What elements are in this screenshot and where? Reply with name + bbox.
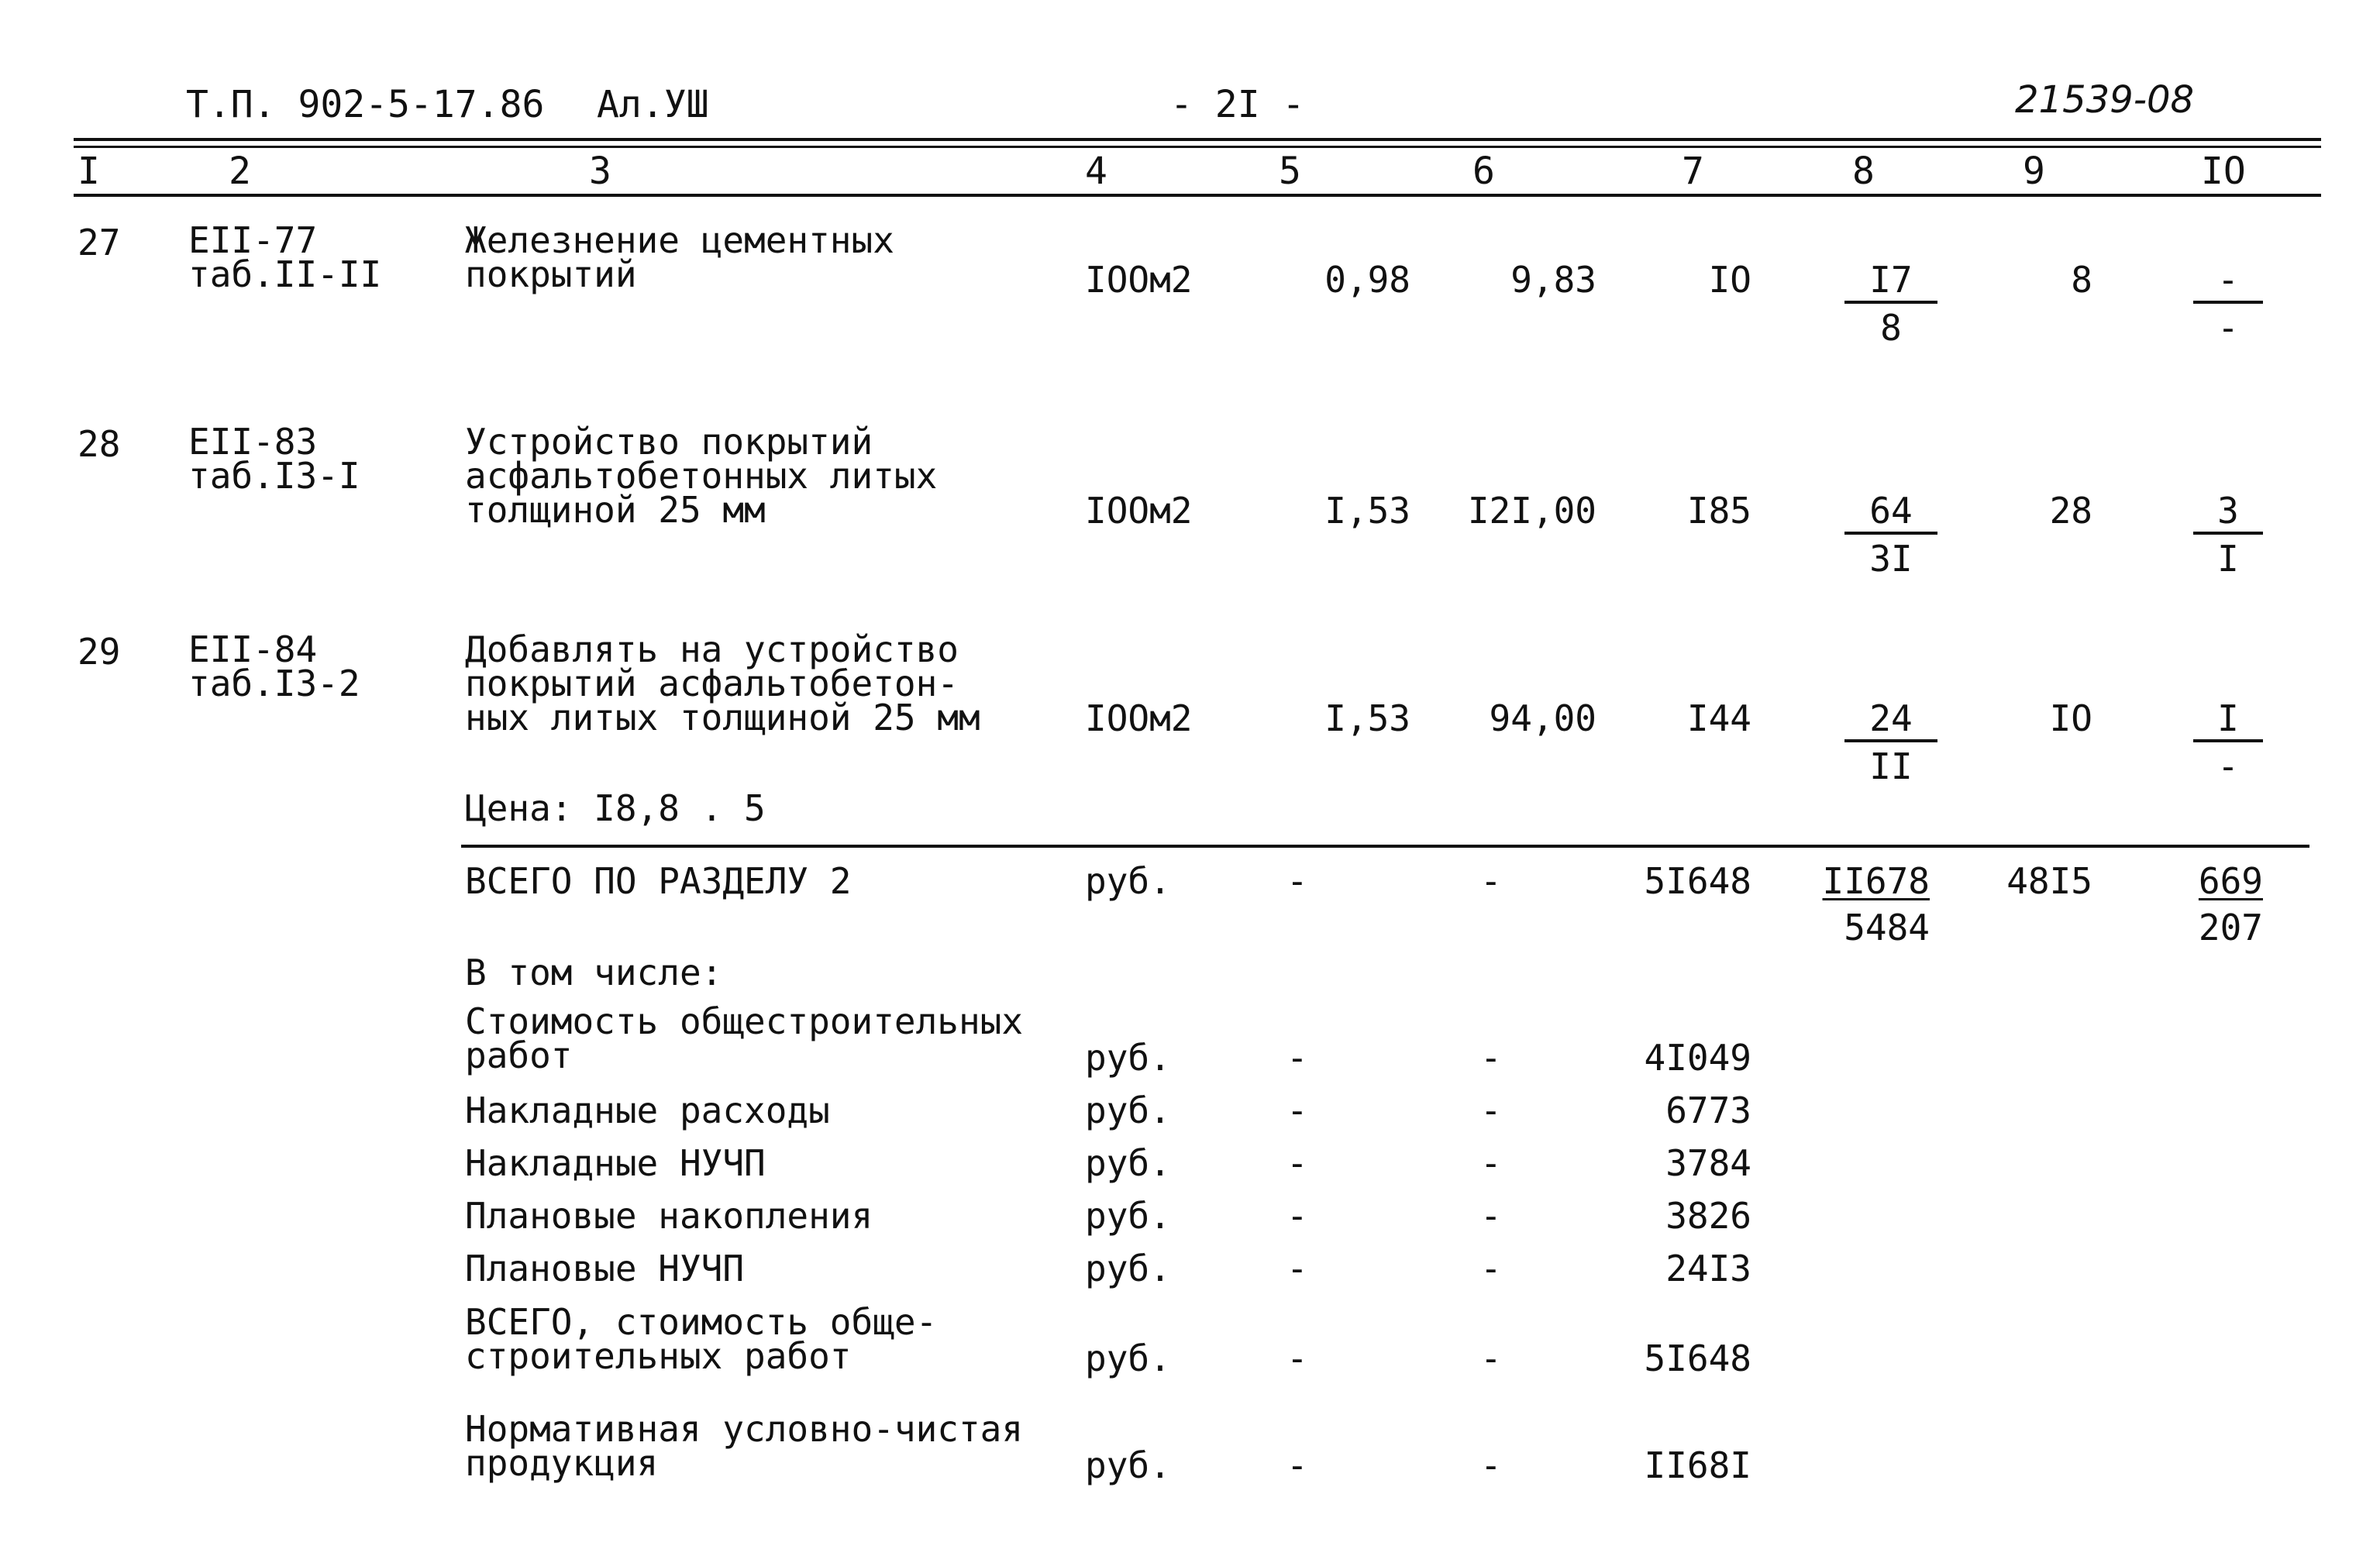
col-header-5: 5 xyxy=(1279,150,1301,193)
breakdown-total-general-label xyxy=(465,1301,938,1377)
breakdown-net-product-label-line-2: продукция xyxy=(465,1442,659,1484)
breakdown-general-works-col6: - xyxy=(1480,1037,1502,1079)
row-28-name-line-3: толщиной 25 мм xyxy=(465,489,766,531)
row-29-col8-top: 24 xyxy=(1869,697,1913,739)
row-28-total: I85 xyxy=(1686,490,1751,532)
section-total-col10-bottom: 207 xyxy=(2198,907,2263,948)
row-28-col8-top: 64 xyxy=(1869,490,1913,532)
breakdown-overheads-nuchp-label: Накладные НУЧП xyxy=(465,1142,766,1184)
row-29-price: 94,00 xyxy=(1489,697,1596,739)
breakdown-total-general-col5: - xyxy=(1286,1337,1308,1379)
row-29-qty: I,53 xyxy=(1324,697,1410,739)
row-28-col8-bottom: 3I xyxy=(1869,538,1913,580)
breakdown-planned-savings-label: Плановые накопления xyxy=(465,1195,873,1237)
row-27-name-line-1: Железнение цементных xyxy=(465,219,894,261)
breakdown-net-product-unit: руб. xyxy=(1085,1444,1171,1486)
breakdown-total-general-label-line-2: строительных работ xyxy=(465,1335,852,1377)
breakdown-general-works-label-line-1: Стоимость общестроительных xyxy=(465,1000,1024,1042)
row-28-col10-bottom: I xyxy=(2217,538,2239,580)
breakdown-planned-nuchp-value: 24I3 xyxy=(1665,1248,1751,1289)
breakdown-overheads-nuchp-unit: руб. xyxy=(1085,1142,1171,1184)
row-29-col10-top: I xyxy=(2217,697,2239,739)
breakdown-general-works-label-line-2: работ xyxy=(465,1034,573,1076)
row-29-total: I44 xyxy=(1686,697,1751,739)
breakdown-general-works-unit: руб. xyxy=(1085,1037,1171,1079)
section-total-col8-bottom: 5484 xyxy=(1844,907,1930,948)
breakdown-overheads-value: 6773 xyxy=(1665,1090,1751,1131)
row-28-col10-bar xyxy=(2193,532,2263,535)
row-27-col8-top: I7 xyxy=(1869,259,1913,301)
breakdown-planned-nuchp-col5: - xyxy=(1286,1248,1308,1289)
row-28-col10 xyxy=(2193,491,2263,578)
row-29-col10 xyxy=(2193,699,2263,786)
row-29-col9: IO xyxy=(2049,697,2092,739)
header-bottom-rule xyxy=(74,194,2321,197)
col-header-10: IO xyxy=(2201,150,2246,193)
row-29-code-line-2: таб.I3-2 xyxy=(188,663,360,704)
breakdown-overheads-label: Накладные расходы xyxy=(465,1090,830,1131)
breakdown-net-product-col5: - xyxy=(1286,1444,1308,1486)
row-28-price: I2I,00 xyxy=(1467,490,1596,532)
page-number: - 2I - xyxy=(1170,83,1305,126)
breakdown-total-general-unit: руб. xyxy=(1085,1337,1171,1379)
row-28-name-line-2: асфальтобетонных литых xyxy=(465,455,938,497)
breakdown-overheads-col6: - xyxy=(1480,1090,1502,1131)
breakdown-planned-savings-value: 3826 xyxy=(1665,1195,1751,1237)
breakdown-general-works-label xyxy=(465,1000,1024,1076)
row-29-code xyxy=(188,628,360,704)
col-header-7: 7 xyxy=(1682,150,1704,193)
row-29-col10-bottom: - xyxy=(2217,745,2239,787)
col-header-8: 8 xyxy=(1852,150,1875,193)
row-29-name xyxy=(465,628,980,738)
section-total-value: 5I648 xyxy=(1644,860,1751,902)
breakdown-planned-savings-unit: руб. xyxy=(1085,1195,1171,1237)
row-27-col9: 8 xyxy=(2071,259,2092,301)
row-28-name-line-1: Устройство покрытий xyxy=(465,421,873,463)
row-27-col8-bottom: 8 xyxy=(1880,307,1902,349)
row-28-code-line-2: таб.I3-I xyxy=(188,455,360,497)
row-28-col10-top: 3 xyxy=(2217,490,2239,532)
row-27-number: 27 xyxy=(77,222,121,263)
row-27-code xyxy=(188,219,382,295)
section-total-rule xyxy=(461,845,2309,848)
breakdown-planned-savings-col5: - xyxy=(1286,1195,1308,1237)
row-27-code-line-2: таб.II-II xyxy=(188,253,382,295)
breakdown-overheads-col5: - xyxy=(1286,1090,1308,1131)
row-29-col10-bar xyxy=(2193,739,2263,742)
breakdown-general-works-value: 4I049 xyxy=(1644,1037,1751,1079)
doc-code: Т.П. 902-5-17.86 xyxy=(186,83,545,126)
col-header-1: I xyxy=(77,150,100,193)
row-27-price: 9,83 xyxy=(1510,259,1596,301)
row-29-name-line-3: ных литых толщиной 25 мм xyxy=(465,697,980,738)
breakdown-net-product-label-line-1: Нормативная условно-чистая xyxy=(465,1408,1024,1450)
row-28-qty: I,53 xyxy=(1324,490,1410,532)
row-27-col8 xyxy=(1844,260,1937,347)
breakdown-net-product-label xyxy=(465,1408,1024,1484)
row-27-col10-bottom: - xyxy=(2217,307,2239,349)
row-27-name xyxy=(465,219,894,295)
col-header-6: 6 xyxy=(1472,150,1495,193)
row-29-name-line-1: Добавлять на устройство xyxy=(465,628,959,670)
row-27-col10 xyxy=(2193,260,2263,347)
row-29-number: 29 xyxy=(77,631,121,673)
row-28-code-line-1: ЕII-83 xyxy=(188,421,318,463)
row-28-col8-bar xyxy=(1844,532,1937,535)
breakdown-planned-savings-col6: - xyxy=(1480,1195,1502,1237)
header-top-rule-2 xyxy=(74,146,2321,148)
section-total-col6: - xyxy=(1480,860,1502,902)
row-28-name xyxy=(465,421,938,531)
including-label: В том числе: xyxy=(465,952,723,993)
col-header-4: 4 xyxy=(1085,150,1107,193)
section-total-col10-top: 669 xyxy=(2198,860,2263,902)
breakdown-overheads-unit: руб. xyxy=(1085,1090,1171,1131)
breakdown-planned-nuchp-col6: - xyxy=(1480,1248,1502,1289)
row-27-col10-top: - xyxy=(2217,259,2239,301)
col-header-2: 2 xyxy=(229,150,251,193)
section-total-col8-top: II678 xyxy=(1822,860,1930,902)
row-27-total: IO xyxy=(1708,259,1751,301)
breakdown-total-general-col6: - xyxy=(1480,1337,1502,1379)
row-28-code xyxy=(188,421,360,497)
row-27-code-line-1: ЕII-77 xyxy=(188,219,318,261)
section-total-label: ВСЕГО ПО РАЗДЕЛУ 2 xyxy=(465,860,852,902)
row-27-col8-bar xyxy=(1844,301,1937,304)
row-27-unit: IOOм2 xyxy=(1085,259,1193,301)
row-28-number: 28 xyxy=(77,423,121,465)
inventory-number: 21539-08 xyxy=(2015,78,2195,122)
col-header-3: 3 xyxy=(589,150,611,193)
breakdown-total-general-value: 5I648 xyxy=(1644,1337,1751,1379)
row-28-col8 xyxy=(1844,491,1937,578)
row-29-unit: IOOм2 xyxy=(1085,697,1193,739)
row-29-col8-bar xyxy=(1844,739,1937,742)
breakdown-net-product-col6: - xyxy=(1480,1444,1502,1486)
breakdown-overheads-nuchp-col6: - xyxy=(1480,1142,1502,1184)
breakdown-planned-nuchp-unit: руб. xyxy=(1085,1248,1171,1289)
price-note: Цена: I8,8 . 5 xyxy=(465,787,766,829)
breakdown-overheads-nuchp-value: 3784 xyxy=(1665,1142,1751,1184)
breakdown-overheads-nuchp-col5: - xyxy=(1286,1142,1308,1184)
row-27-col10-bar xyxy=(2193,301,2263,304)
row-28-unit: IOOм2 xyxy=(1085,490,1193,532)
section-total-col9: 48I5 xyxy=(2006,860,2092,902)
row-29-col8-bottom: II xyxy=(1869,745,1913,787)
breakdown-planned-nuchp-label: Плановые НУЧП xyxy=(465,1248,745,1289)
row-28-col9: 28 xyxy=(2049,490,2092,532)
row-29-code-line-1: ЕII-84 xyxy=(188,628,318,670)
row-29-name-line-2: покрытий асфальтобетон- xyxy=(465,663,959,704)
breakdown-total-general-label-line-1: ВСЕГО, стоимость обще- xyxy=(465,1301,938,1343)
row-27-qty: 0,98 xyxy=(1324,259,1410,301)
album-label: Ал.УШ xyxy=(597,83,709,126)
header-top-rule xyxy=(74,138,2321,141)
row-29-col8 xyxy=(1844,699,1937,786)
breakdown-general-works-col5: - xyxy=(1286,1037,1308,1079)
breakdown-net-product-value: II68I xyxy=(1644,1444,1751,1486)
section-total-unit: руб. xyxy=(1085,860,1171,902)
section-total-col5: - xyxy=(1286,860,1308,902)
row-27-name-line-2: покрытий xyxy=(465,253,637,295)
col-header-9: 9 xyxy=(2023,150,2045,193)
